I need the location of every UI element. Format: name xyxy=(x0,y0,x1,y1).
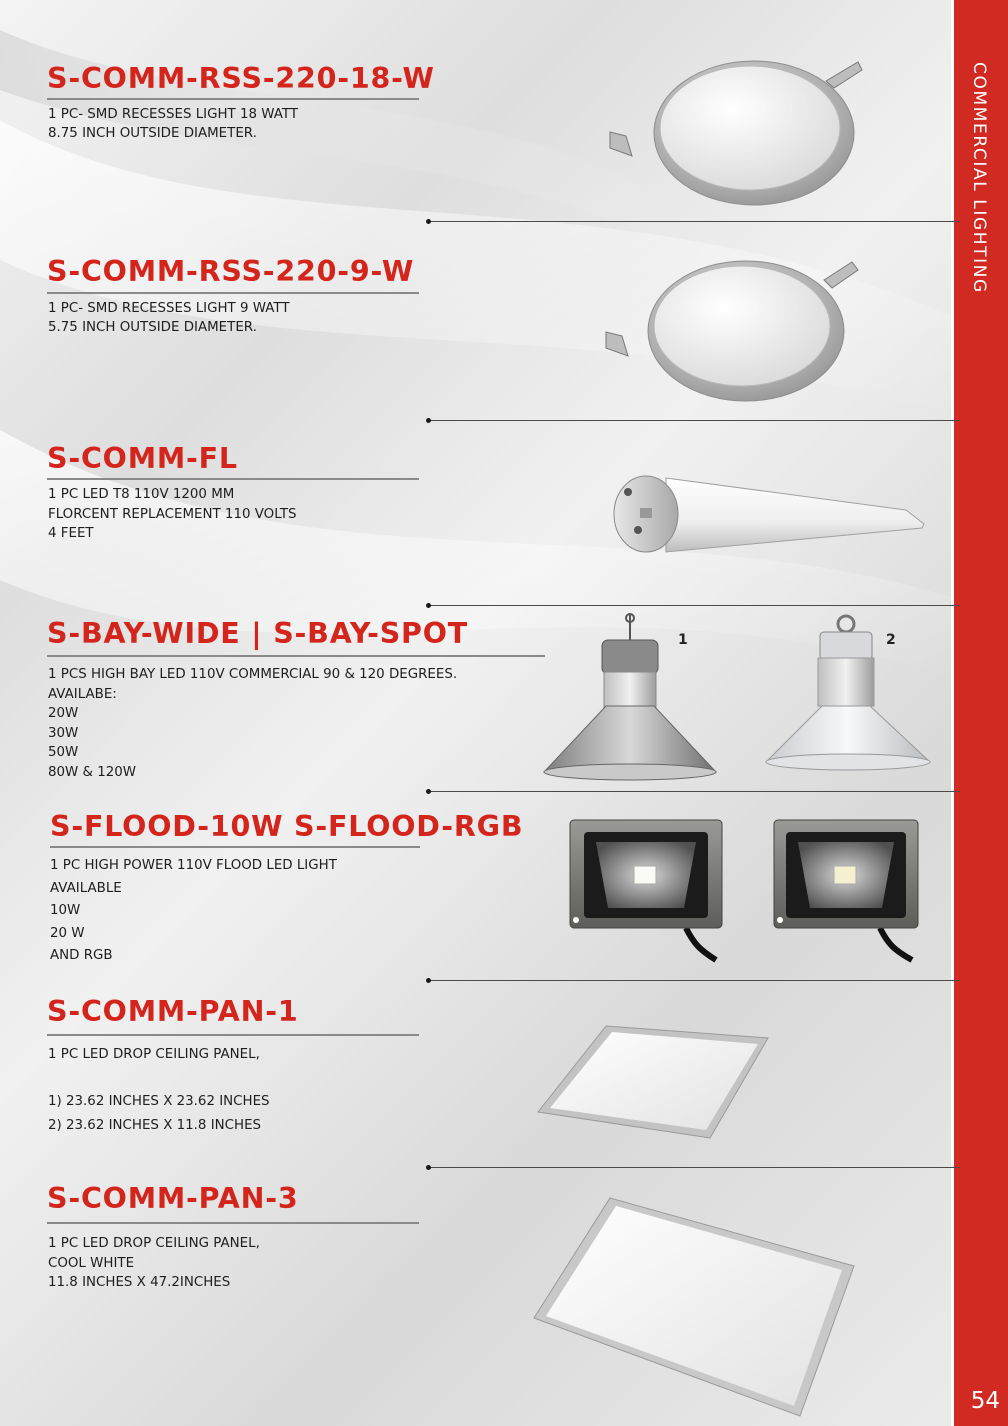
description-line: 11.8 INCHES X 47.2INCHES xyxy=(48,1275,231,1290)
description-line: FLORCENT REPLACEMENT 110 VOLTS xyxy=(48,506,297,522)
product-title: S-COMM-PAN-1 xyxy=(47,995,299,1028)
image-label: 2 xyxy=(886,632,896,648)
description-line: 2) 23.62 INCHES X 11.8 INCHES xyxy=(48,1117,262,1133)
sidebar-label: COMMERCIAL LIGHTING xyxy=(969,62,989,294)
description-line: 1 PCS HIGH BAY LED 110V COMMERCIAL 90 & 120 DEGREES. xyxy=(48,667,458,682)
product-title: S-BAY-WIDE | S-BAY-SPOT xyxy=(47,617,468,650)
product-title: S-COMM-RSS-220-9-W xyxy=(47,255,415,288)
title-underline xyxy=(47,478,419,480)
description-line: 1 PC LED DROP CEILING PANEL, xyxy=(48,1047,260,1062)
description-line: 1 PC LED T8 110V 1200 MM xyxy=(48,487,235,502)
title-underline xyxy=(47,1222,419,1224)
description-line: 20 W xyxy=(50,925,85,941)
description-line: 1 PC HIGH POWER 110V FLOOD LED LIGHT xyxy=(50,858,337,873)
product-description xyxy=(48,299,290,337)
product-title: S-COMM-RSS-220-18-W xyxy=(47,62,435,95)
description-line: 1 PC LED DROP CEILING PANEL, xyxy=(48,1236,260,1251)
description-line: 1) 23.62 INCHES X 23.62 INCHES xyxy=(48,1094,270,1109)
description-line: 5.75 INCH OUTSIDE DIAMETER. xyxy=(48,320,257,335)
description-line: 1 PC- SMD RECESSES LIGHT 9 WATT xyxy=(48,301,290,316)
description-line: 80W & 120W xyxy=(48,764,137,780)
description-line: 8.75 INCH OUTSIDE DIAMETER. xyxy=(48,126,257,141)
section-separator xyxy=(428,791,960,792)
description-line: 10W xyxy=(50,903,81,918)
description-line: 20W xyxy=(48,706,79,722)
product-description xyxy=(48,665,457,783)
description-line: AND RGB xyxy=(50,948,113,963)
section-separator xyxy=(428,605,960,606)
product-description xyxy=(48,1043,270,1137)
flood-light-10w-image xyxy=(566,816,728,964)
ceiling-panel-square-image xyxy=(536,1022,772,1142)
product-title: S-COMM-FL xyxy=(47,442,238,475)
section-separator xyxy=(428,1167,960,1168)
recessed-light-18w-image xyxy=(596,56,868,210)
section-separator xyxy=(428,420,960,421)
description-line: 30W xyxy=(48,725,79,741)
image-label: 1 xyxy=(678,632,688,648)
title-underline xyxy=(47,98,419,100)
sidebar xyxy=(951,0,1008,1426)
product-title: S-COMM-PAN-3 xyxy=(47,1182,299,1215)
description-line: COOL WHITE xyxy=(48,1255,135,1271)
high-bay-spot-image xyxy=(764,610,936,776)
description-line: AVAILABE: xyxy=(48,686,117,702)
ceiling-panel-rect-image xyxy=(530,1194,858,1420)
description-line: 1 PC- SMD RECESSES LIGHT 18 WATT xyxy=(48,107,299,122)
page-number: 54 xyxy=(970,1388,1000,1414)
product-description xyxy=(48,105,298,143)
recessed-light-9w-image xyxy=(596,256,868,406)
title-underline xyxy=(50,846,420,848)
title-underline xyxy=(47,655,545,657)
led-tube-image xyxy=(606,468,930,560)
title-underline xyxy=(47,292,419,294)
product-description xyxy=(50,855,337,968)
high-bay-wide-image xyxy=(540,610,720,782)
description-line: 4 FEET xyxy=(48,526,94,542)
product-title: S-FLOOD-10W S-FLOOD-RGB xyxy=(50,810,524,843)
product-description xyxy=(48,485,297,544)
flood-light-rgb-image xyxy=(770,816,922,964)
product-description xyxy=(48,1234,260,1293)
section-separator xyxy=(428,980,960,981)
description-line: 50W xyxy=(48,745,79,761)
section-separator xyxy=(428,221,960,222)
description-line: AVAILABLE xyxy=(50,880,122,896)
description-line xyxy=(48,1067,270,1091)
title-underline xyxy=(47,1034,419,1036)
